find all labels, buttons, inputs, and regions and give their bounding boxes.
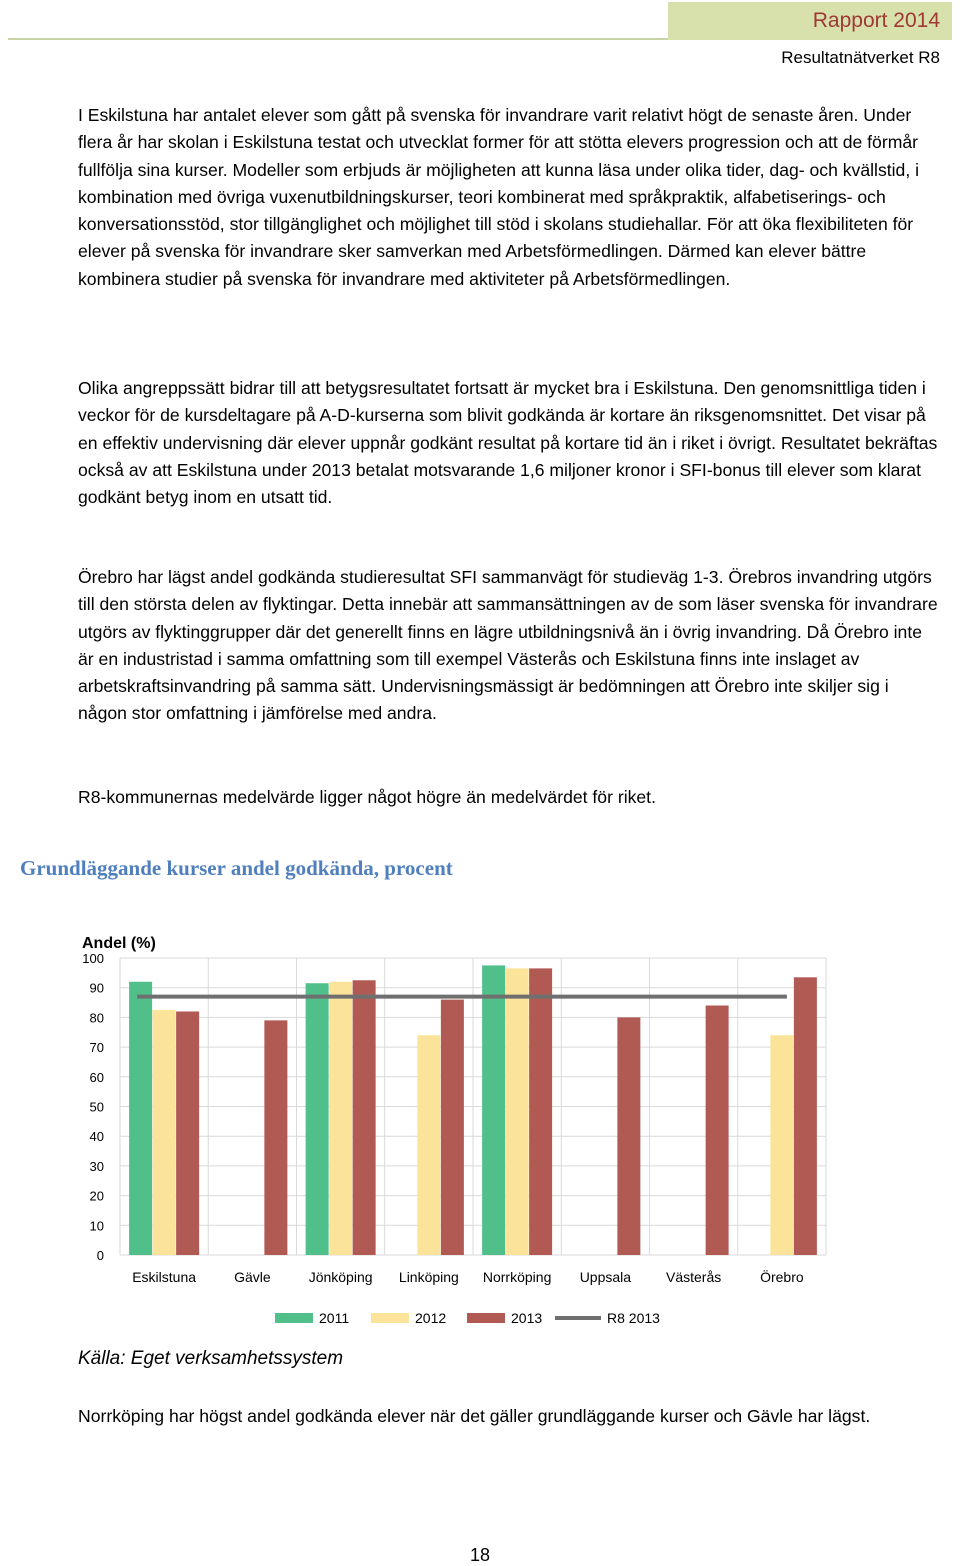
y-tick-label: 100: [82, 951, 104, 966]
closing-paragraph: Norrköping har högst andel godkända elever när det gäller grundläggande kurser och Gävle har lägst.: [78, 1406, 871, 1426]
y-tick-label: 70: [89, 1040, 104, 1056]
x-tick-label: Norrköping: [482, 1269, 552, 1285]
bar-2011: [482, 965, 505, 1255]
y-tick-label: 30: [89, 1158, 104, 1174]
x-tick-label: Västerås: [666, 1269, 722, 1285]
legend-swatch-2013: [467, 1313, 505, 1323]
y-tick-label: 50: [89, 1099, 104, 1115]
bar-2013: [706, 1006, 729, 1255]
x-tick-label: Eskilstuna: [132, 1269, 197, 1285]
legend-label: R8 2013: [607, 1310, 660, 1326]
y-tick-label: 90: [89, 980, 104, 996]
bar-chart: [0, 925, 960, 1340]
x-tick-label: Jönköping: [308, 1269, 373, 1285]
bar-2012: [417, 1035, 440, 1255]
paragraph-r8-average: R8-kommunernas medelvärde ligger något högre än medelvärdet för riket.: [78, 787, 656, 807]
y-tick-label: 60: [89, 1069, 104, 1085]
bar-2013: [617, 1017, 640, 1255]
bar-2013: [264, 1020, 287, 1255]
legend-swatch-2011: [275, 1313, 313, 1323]
x-tick-label: Uppsala: [579, 1269, 632, 1285]
bar-2012: [506, 968, 529, 1255]
y-tick-label: 80: [89, 1010, 104, 1026]
y-tick-label: 40: [89, 1129, 104, 1145]
y-tick-label: 0: [96, 1248, 104, 1263]
paragraph-results: Olika angreppssätt bidrar till att betygsresultatet fortsatt är mycket bra i Eskilstuna. Den genomsnittliga tiden i veckor för de kursdeltagare på A-D-kurserna som blivit godkända är kortare än riksgenomsnittet. Det visar på en effektiv undervisning där elever uppnår godkänt resultat på kortare tid än i riket i övrigt. Resultatet bekräftas också av att Eskilstuna under 2013 betalat motsvarande 1,6 miljoner kronor i SFI-bonus till elever som klarat godkänt betyg inom en utsatt tid.: [78, 378, 938, 508]
bar-2012: [153, 1010, 176, 1255]
bar-2013: [353, 980, 376, 1255]
bar-2012: [770, 1035, 793, 1255]
legend-label: 2012: [415, 1310, 447, 1326]
x-tick-label: Örebro: [760, 1269, 804, 1285]
legend-label: 2013: [511, 1310, 543, 1326]
page-number: 18: [469, 1545, 491, 1565]
bar-2011: [129, 982, 152, 1255]
bar-2011: [306, 983, 329, 1255]
x-tick-label: Linköping: [398, 1269, 459, 1285]
bar-2013: [794, 977, 817, 1255]
section-title: Grundläggande kurser andel godkända, procent: [20, 856, 453, 880]
y-tick-label: 10: [89, 1218, 104, 1234]
y-axis-label: Andel (%): [82, 935, 156, 952]
bar-2012: [329, 982, 352, 1255]
network-name: Resultatnätverket R8: [781, 48, 940, 67]
legend-label: 2011: [319, 1310, 350, 1326]
x-tick-label: Gävle: [234, 1269, 271, 1285]
bar-2013: [176, 1011, 199, 1255]
source-note: Källa: Eget verksamhetssystem: [78, 1348, 344, 1369]
y-tick-label: 20: [89, 1188, 104, 1204]
bar-2013: [441, 1000, 464, 1255]
bar-2013: [529, 968, 552, 1255]
report-title: Rapport 2014: [668, 2, 952, 40]
paragraph-eskilstuna: I Eskilstuna har antalet elever som gått på svenska för invandrare varit relativt högt de senaste åren. Under flera år har skolan i Eskilstuna testat och utvecklat former för att stötta elevers progression och att de förmår fullfölja sina kurser. Modeller som erbjuds är möjligheten att kunna läsa under olika tider, dag- och kvällstid, i kombination med övriga vuxenutbildningskurser, teori kombinerat med språkpraktik, alfabetiserings- och konversationsstöd, stor tillgänglighet och möjlighet till stöd i skolans studiehallar. För att öka flexibiliteten för elever på svenska för invandrare sker samverkan med Arbetsförmedlingen. Därmed kan elever bättre kombinera studier på svenska för invandrare med aktiviteter på Arbetsförmedlingen.: [78, 105, 920, 289]
legend-swatch-2012: [371, 1313, 409, 1323]
paragraph-orebro: Örebro har lägst andel godkända studieresultat SFI sammanvägt för studieväg 1-3. Örebros invandring utgörs till den största delen av flyktingar. Detta innebär att sammansättningen av de som läser svenska för invandrare utgörs av flyktinggrupper där det generellt finns en lägre utbildningsnivå än i övrig invandring. Då Örebro inte är en industristad i samma omfattning som till exempel Västerås och Eskilstuna finns inte inslaget av arbetskraftsinvandring på samma sätt. Undervisningsmässigt är bedömningen att Örebro inte skiljer sig i någon stor omfattning i jämförelse med andra.: [78, 567, 938, 724]
